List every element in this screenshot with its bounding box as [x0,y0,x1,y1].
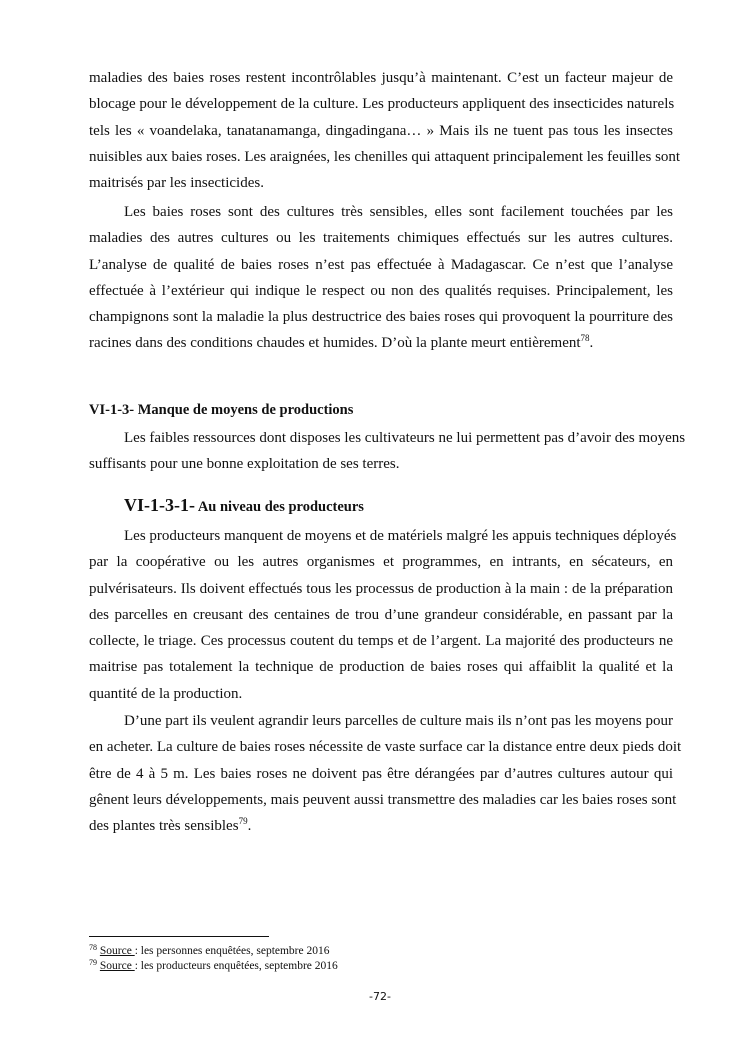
footnote-number: 79 [89,958,97,967]
page-number: -72- [369,990,391,1003]
footnote-label: Source [99,945,135,957]
text-line: nuisibles aux baies roses. Les araignées, les chenilles qui attaquent principalement les feuilles sont [89,148,681,165]
footnote-ref-78[interactable]: 78 [580,333,590,344]
text-line-content: des plantes très sensibles [89,818,239,834]
text-line: champignons sont la maladie la plus destructrice des baies roses qui provoquent la pourriture des [89,309,673,325]
text-line: collecte, le triage. Ces processus coutent du temps et de l’argent. La majorité des producteurs ne [89,633,673,649]
text-line: maitrise pas totalement la technique de production de baies roses qui affaiblit la qualité et la [89,659,673,676]
paragraph-4 [89,523,677,707]
text-line: des plantes très sensibles$^{79}$. [89,816,252,834]
text-line: blocage pour le développement de la culture. Les producteurs appliquent des insecticides naturels [89,96,675,113]
text-line: maladies des baies roses restent incontrôlables jusqu’à maintenant. C’est un facteur majeur de [89,70,673,86]
paragraph-3 [89,425,686,478]
text-line: tels les « voandelaka, tanatanamanga, dingadingana… » Mais ils ne tuent pas tous les insectes [89,122,673,139]
text-line: être de 4 à 5 m. Les baies roses ne doivent pas être dérangées par d’autres cultures autour qui [89,765,673,782]
text-line: maitrisés par les insecticides. [89,175,264,191]
text-line: suffisants pour une bonne exploitation de ses terres. [89,456,400,473]
subsection-title: Au niveau des producteurs [197,499,364,515]
text-line: pulvérisateurs. Ils doivent effectués tous les processus de production à la main : de la préparation [89,580,673,597]
text-line: maladies des autres cultures ou les traitements chimiques effectués sur les autres cultures. [89,230,673,247]
footnote-text: : les producteurs enquêtées, septembre 2016 [134,960,338,972]
footnote-number: 78 [89,943,97,952]
paragraph-1 [89,65,681,196]
text-line: L’analyse de qualité de baies roses n’est pas effectuée à Madagascar. Ce n’est que l’analyse [89,256,673,273]
footnote-text: : les personnes enquêtées, septembre 2016 [134,945,330,957]
text-line-content: racines dans des conditions chaudes et humides. D’où la plante meurt entièrement [89,335,581,352]
footnote-78 [89,944,330,959]
text-line: en acheter. La culture de baies roses nécessite de vaste surface car la distance entre deux pieds doit [89,739,682,756]
text-line: Les baies roses sont des cultures très sensibles, elles sont facilement touchées par les [124,204,673,220]
text-line: Les producteurs manquent de moyens et de matériels malgré les appuis techniques déployés [124,528,677,544]
footnote-79 [89,959,338,974]
text-line: racines dans des conditions chaudes et humides. D’où la plante meurt entièrement$^{78}$. [89,333,594,352]
subsection-heading [89,492,708,520]
text-line: quantité de la production. [89,685,243,702]
paragraph-2 [89,199,673,357]
subsection-number: VI-1-3-1- [124,495,195,515]
text-line: par la coopérative ou les autres organismes et programmes, en intrants, en sécateurs, en [89,554,673,571]
paragraph-5 [89,708,682,839]
text-line: effectuée à l’extérieur qui indique le respect ou non des qualités requises. Principalement, les [89,282,673,299]
section-heading: VI-1-3- Manque de moyens de productions [89,402,354,418]
text-line: D’une part ils veulent agrandir leurs parcelles de culture mais ils n’ont pas les moyens pour [124,713,673,729]
text-line: des parcelles en creusant des centaines de trou d’une grandeur considérable, en passant par la [89,606,673,623]
text-line: gênent leurs développements, mais peuvent aussi transmettre des maladies car les baies roses sont [89,791,677,808]
footnote-separator [89,936,269,937]
footnote-label: Source [99,960,135,972]
footnote-ref-79[interactable]: 79 [238,816,248,826]
text-line: Les faibles ressources dont disposes les cultivateurs ne lui permettent pas d’avoir des moyens [124,430,686,446]
